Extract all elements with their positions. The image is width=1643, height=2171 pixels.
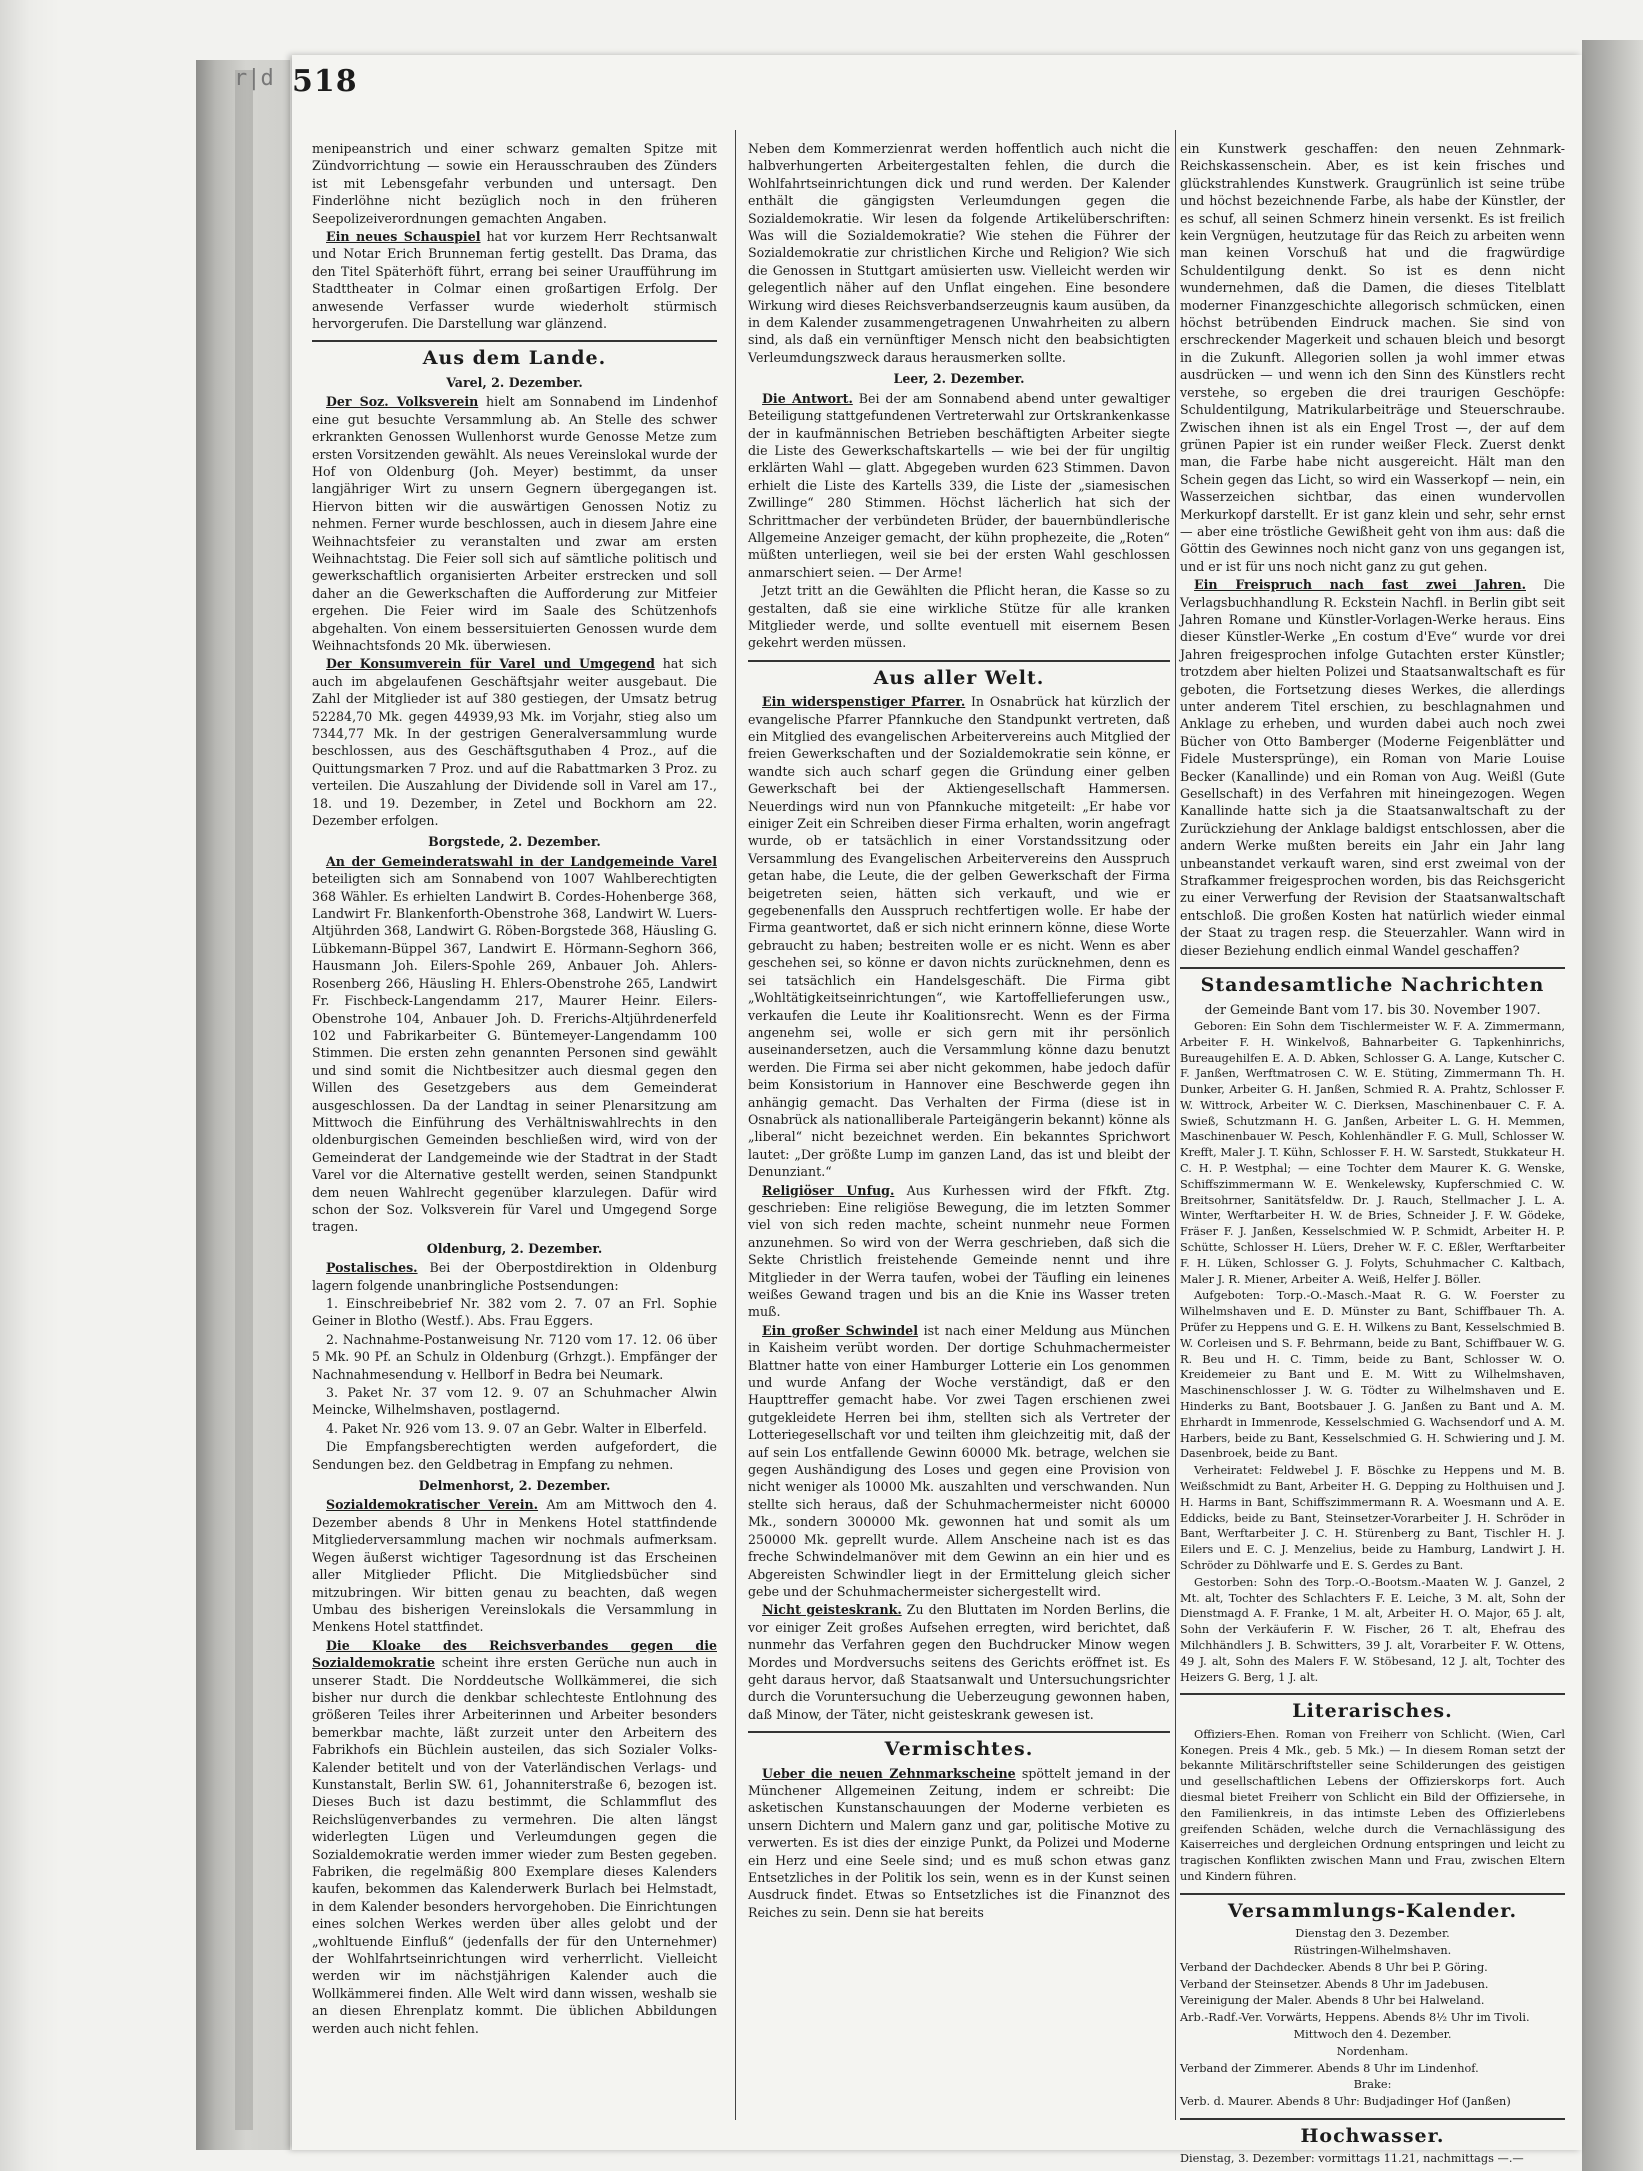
headline-unfug: Religiöser Unfug. bbox=[762, 1182, 895, 1198]
standes-verheiratet: Verheiratet: Feldwebel J. F. Böschke zu Heppens und M. B. Weißschmidt zu Bant, Arbeiter H. G. Depping zu Holthuisen und J. H. Harms in Bant, Schiffszimmermann R. A. Woesmann und A. E. Eddicks, beide zu Bant, Steinsetzer-Vorarbeiter J. H. Schröder in Bant, Werftarbeiter J. C. H. Stürenberg zu Bant, Tischler H. J. Eilers und E. C. J. Menzelius, beide zu Hamburg, Landwirt J. H. Schröder zu Döhlwarfe und E. S. Gerdes zu Bant. bbox=[1180, 1464, 1565, 1572]
vk-item: Arb.-Radf.-Ver. Vorwärts, Heppens. Abends 8½ Uhr im Tivoli. bbox=[1180, 2011, 1530, 2025]
section-versammlungs-kalender: Versammlungs-Kalender. bbox=[1227, 1899, 1518, 1922]
headline-sozdem-verein: Sozialdemokratischer Verein. bbox=[326, 1497, 539, 1513]
headline-postalisches: Postalisches. bbox=[326, 1260, 418, 1276]
vk-item: Verband der Dachdecker. Abends 8 Uhr bei P. Göring. bbox=[1180, 1960, 1488, 1974]
section-rule bbox=[748, 660, 1170, 662]
page-number: 518 bbox=[292, 64, 358, 99]
article-geisteskrank bbox=[748, 1601, 1170, 1723]
body-gemeinderatswahl: beteiligten sich am Sonnabend von 1007 Wahlberechtigten 368 Wähler. Es erhielten Landwirt B. Cordes-Hohenberge 368, Landwirt Fr. Blankenforth-Obenstrohe 368, Landwirt W. Luers-Altjührden 368, Landwirt G. Röben-Borgstede 368, Häusling G. Lübkemann-Büppel 367, Landwirt E. Hörmann-Seghorn 366, Hausmann Joh. Eilers-Spohle 269, Anbauer Joh. Ahlers-Rosenberg 266, Häusling H. Ehlers-Obenstrohe 265, Landwirt Fr. Fischbeck-Langendamm 217, Maurer Heinr. Eilers-Obenstrohe 104, Anbauer Joh. D. Frerichs-Altjührdenerfeld 102 und Fabrikarbeiter G. Büntemeyer-Langendamm 100 Stimmen. Die ersten zehn genannten Personen sind gewählt und sind somit die Nichtbesitzer auch diesmal gegen den Willen des Gesetzgebers aus dem Gemeinderat ausgeschlossen. Da der Landtag in seiner Plenarsitzung am Mittwoch die Einführung des Verhältniswahlrechts in den oldenburgischen Gemeinden beschließen wird, wird von der Gemeinderat der Landgemeinde wie der Stadtrat in der Stadt Varel vor die Alternative gestellt werden, seinen Standpunkt dem neuen Wahlrecht gegenüber klarzulegen. Dafür wird schon der Soz. Volksverein für Varel und Umgegend Sorge tragen. bbox=[312, 871, 717, 1235]
section-rule bbox=[1180, 2118, 1565, 2120]
body-postalisches: Bei der Oberpostdirektion in Oldenburg lagern folgende unanbringliche Postsendungen: bbox=[312, 1260, 717, 1293]
standes-aufgeboten: Aufgeboten: Torp.-O.-Masch.-Maat R. G. W. Foerster zu Wilhelmshaven und E. D. Münster zu Bant, Schiffbauer Th. A. Prüfer zu Heppens und G. E. H. Wilkens zu Bant, Kesselschmied B. W. Corleisen und S. F. Behrmann, beide zu Bant, Schiffbauer W. G. R. Beu und H. C. Timm, beide zu Bant, Schlosser W. O. Kreidemeier zu Bant und E. M. Witt zu Wilhelmshaven, Maschinenschlosser J. W. G. Tödter zu Wilhelmshaven und E. Hinderks zu Bant, Bootsbauer J. G. Janßen zu Bant und A. M. Ehrhardt in Immenrode, Kesselschmied G. Wachsendorf und A. M. Harbers, beide zu Bant, Kesselschmied G. H. Schwiering und J. M. Dasenbroek, beide zu Bant. bbox=[1180, 1289, 1565, 1461]
article-pfarrer bbox=[748, 693, 1170, 1180]
section-standesamtliche: Standesamtliche Nachrichten bbox=[1200, 974, 1545, 997]
intro-text-col3: ein Kunstwerk geschaffen: den neuen Zehnmark-Reichskassenschein. Aber, es ist kein frisches und glückstrahlendes Kunstwerk. Graugrünlich ist seine trübe und höchst bezeichnende Farbe, als habe der Künstler, der es schuf, all seinen Schmerz hinein versenkt. Es ist freilich kein Vergnügen, heutzutage für das Reich zu arbeiten wenn man keinen Vorschuß hat und die fragwürdige Schuldentilgung denkt. So ist es denn nicht wundernehmen, daß die Damen, die dieses Titelblatt moderner Finanzgeschichte allegorisch schmücken, einen höchst betrübenden Eindruck machen. Sie sind von erschreckender Magerkeit und schauen bleich und besorgt in die Zukunft. Allegorien sollen ja wohl immer etwas ausdrücken — und wenn ich den Sinn des Künstlers recht verstehe, so ergeben die drei traurigen Geschöpfe: Schuldentilgung, Matrikularbeiträge und Steuerschraube. Zwischen ihnen ist als ein Engel Trost —, der auf dem grünen Papier ist ein runder weißer Fleck. Zuerst denkt man, die Farbe habe nicht ausgereicht. Hält man den Schein gegen das Licht, so wird ein Wasserkopf — nein, ein Wasserzeichen sichtbar, das einen wundervollen Merkurkopf darstellt. Er ist ganz klein und sehr, sehr ernst — aber eine tröstliche Gewißheit geht von ihm aus: daß die Göttin des Gewinnes noch nicht ganz von uns gegangen ist, und er ist für uns noch nicht ganz zu gut gehen. bbox=[1180, 141, 1565, 574]
article-kloake bbox=[312, 1637, 717, 2037]
dateline-borgstede: Borgstede, 2. Dezember. bbox=[428, 834, 601, 850]
article-sozdem-verein bbox=[312, 1496, 717, 1635]
body-konsumverein: hat sich auch im abgelaufenen Geschäftsjahr weiter ausgebaut. Die Zahl der Mitglieder ist auf 380 gestiegen, der Umsatz betrug 52284,70 Mk. gegen 44939,93 Mk. im Vorjahr, stieg also um 7344,77 Mk. In der gestrigen Generalversammlung wurde beschlossen, aus des Geschäftsguthaben 4 Proz., auf die Quittungsmarken 7 Proz. und auf die Rabattmarken 3 Proz. zu verteilen. Die Auszahlung der Dividende soll in Varel am 17., 18. und 19. Dezember, in Zetel und Bockhorn am 22. Dezember erfolgen. bbox=[312, 656, 717, 829]
body-kloake: scheint ihre ersten Gerüche nun auch in unserer Stadt. Die Norddeutsche Wollkämmerei, die sich bisher nur durch die denkbar schlechteste Entlohnung des größeren Teiles ihrer Arbeiterinnen und Arbeiter besonders bemerkbar machte, läßt zurzeit unter den Arbeitern des Fabrikhofs ein Büchlein austeilen, das sich Sozialer Volks-Kalender betitelt und von der Vaterländischen Verlags- und Kunstanstalt, Berlin SW. 61, Johanniterstraße 6, bezogen ist. Dieses Buch ist dazu bestimmt, die Schlammflut des Reichslügenverbandes zu vermehren. Die alten längst widerlegten Lügen und Verleumdungen gegen die Sozialdemokratie werden immer wieder zum Besten gegeben. Fabriken, die regelmäßig 800 Exemplare dieses Kalenders kaufen, bekommen das Kalenderwerk Burlach bei Helmstadt, in dem Kalender besonders hervorgehoben. Die Einrichtungen eines solchen Werkes werden über alles gelobt und der „wohltuende Einfluß“ (jedenfalls der für den Unternehmer) der Wohlfahrtseinrichtungen wird verherrlicht. Vielleicht werden wir im nächstjährigen Kalender auch die Wollkämmerei finden. Alle Welt wird dann wissen, weshalb sie an diesen Ehrenplatz kommt. Die üblichen Abbildungen werden auch nicht fehlen. bbox=[312, 1655, 717, 2036]
spine-shadow bbox=[235, 70, 253, 2130]
section-aus-dem-lande: Aus dem Lande. bbox=[422, 347, 607, 370]
literarisches-body: Offiziers-Ehen. Roman von Freiherr von Schlicht. (Wien, Carl Konegen. Preis 4 Mk., geb. 5 Mk.) — In diesem Roman setzt der bekannte Militärschriftsteller seine Schilderungen des geistigen und gesellschaftlichen Lebens der Offizierskorps fort. Auch diesmal bietet Freiherr von Schlicht ein Bild der Offiziersehe, in den Familienkreis, in das intimste Leben des Offizierlebens greifenden Schäden, welche durch die Vernachlässigung des Kaiserreiches und dergleichen Ordnung entspringen und leicht zu tragischen Konflikten zwischen Mann und Frau, zwischen Eltern und Kindern führen. bbox=[1180, 1727, 1565, 1883]
vk-date: Mittwoch den 4. Dezember. bbox=[1293, 2027, 1452, 2041]
section-hochwasser: Hochwasser. bbox=[1300, 2124, 1445, 2147]
headline-schauspiel: Ein neues Schauspiel bbox=[326, 229, 481, 245]
headline-antwort: Die Antwort. bbox=[762, 390, 853, 406]
section-literarisches: Literarisches. bbox=[1292, 1700, 1453, 1723]
post-item: 4. Paket Nr. 926 vom 13. 9. 07 an Gebr. Walter in Elberfeld. bbox=[326, 1420, 707, 1436]
post-item: 2. Nachnahme-Postanweisung Nr. 7120 vom 17. 12. 06 über 5 Mk. 90 Pf. an Schulz in Oldenburg (Grhzgt.). Empfänger der Nachnahmesendung v. Hellborf in Bedra bei Neumark. bbox=[312, 1331, 717, 1382]
dateline-leer: Leer, 2. Dezember. bbox=[893, 371, 1025, 387]
page-edge-right bbox=[1582, 40, 1643, 2171]
section-aus-aller-welt: Aus aller Welt. bbox=[873, 666, 1045, 689]
body-sozdem-verein: Am am Mittwoch den 4. Dezember abends 8 Uhr in Menkens Hotel stattfindende Mitgliederversammlung machen wir nochmals aufmerksam. Wegen äußerst wichtiger Tagesordnung ist das Erscheinen aller Mitglieder Pflicht. Die Mitgliedsbücher sind mitzubringen. Wir bitten genau zu beachten, daß wegen Umbau des bisherigen Vereinslokals die Versammlung in Menkens Hotel stattfindet. bbox=[312, 1497, 717, 1635]
column-divider-1 bbox=[735, 130, 736, 2120]
body-zehnmarkscheine: spöttelt jemand in der Münchener Allgemeinen Zeitung, indem er schreibt: Die asketischen Kunstanschauungen der Moderne verbieten es unsern Dichtern und Malern ganz und gar, politische Motive zu verwerten. Es ist dies der einzige Punkt, da Polizei und Moderne ein Herz und eine Seele sind; und es muß schon etwas ganz Entsetzliches in der Politik los sein, wenn es in der Kunst seinen Ausdruck findet. Etwas so Entsetzliches ist die Finanznot des Reiches zu sein. Denn sie hat bereits bbox=[748, 1765, 1170, 1920]
intro-text: menipeanstrich und einer schwarz gemalten Spitze mit Zündvorrichtung — sowie ein Herausschrauben des Zünders ist mit Lebensgefahr verbunden und untersagt. Den Finderlöhne nicht bezüglich noch in den früheren Seepolizeiverordnungen gemachten Angaben. bbox=[312, 141, 717, 226]
headline-konsumverein: Der Konsumverein für Varel und Umgegend bbox=[326, 656, 655, 672]
post-item: 1. Einschreibebrief Nr. 382 vom 2. 7. 07 an Frl. Sophie Geiner in Blotho (Westf.). Abs. Frau Eggers. bbox=[312, 1296, 717, 1329]
vk-place: Brake: bbox=[1353, 2078, 1392, 2092]
headline-kloake: Die Kloake des Reichsverbandes gegen die Sozialdemokratie bbox=[312, 1637, 717, 1671]
headline-volksverein: Der Soz. Volksverein bbox=[326, 394, 479, 410]
body-antwort: Bei der am Sonnabend abend unter gewaltiger Beteiligung stattgefundenen Vertreterwahl zur Ortskrankenkasse der in kaufmännischen Betrieben beschäftigten Arbeiter siegte die Liste des Gewerkschaftskartells — wie bei der für ungiltig erklärten Wahl — glatt. Abgegeben wurden 623 Stimmen. Davon erhielt die Liste des Kartells 339, die Liste der „siamesischen Zwillinge“ 280 Stimmen. Höchst lächerlich hat sich der Schrittmacher der verbündeten Brüder, der bauernbündlerische Allgemeine Anzeiger gemacht, der kühn prophezeite, die „Roten“ müßten unterliegen, weil sie bei der ersten Wahl geschlossen anmarschiert seien. — Der Arme! bbox=[748, 390, 1170, 580]
article-antwort bbox=[748, 390, 1170, 581]
vk-place: Rüstringen-Wilhelmshaven. bbox=[1293, 1943, 1452, 1957]
post-end: Die Empfangsberechtigten werden aufgefordert, die Sendungen bez. den Geldbetrag in Empfang zu nehmen. bbox=[312, 1439, 717, 1472]
dateline-oldenburg: Oldenburg, 2. Dezember. bbox=[426, 1240, 603, 1256]
article-volksverein bbox=[312, 393, 717, 654]
standes-gestorben: Gestorben: Sohn des Torp.-O.-Bootsm.-Maaten W. J. Ganzel, 2 Mt. alt, Tochter des Schlachters F. E. Leiche, 3 M. alt, Sohn der Dienstmagd A. F. Franke, 1 M. alt, Arbeiter H. O. Major, 65 J. alt, Sohn der Verkäuferin F. W. Fischer, 26 T. alt, Ehefrau des Milchhändlers J. B. Schwitters, 39 J. alt, Vorarbeiter F. W. Ottens, 49 J. alt, Sohn des Malers F. W. Stöbesand, 12 J. alt, Tochter des Heizers G. Berg, 1 J. alt. bbox=[1180, 1575, 1565, 1684]
dateline-delmenhorst: Delmenhorst, 2. Dezember. bbox=[418, 1478, 611, 1494]
body-schwindel: ist nach einer Meldung aus München in Kaisheim verübt worden. Der dortige Schuhmachermeister Blattner hatte von einer Hamburger Lotterie ein Los genommen und wurde Anfang der Woche verständigt, daß er den Haupttreffer gemacht habe. Vor zwei Tagen erschienen zwei gutgekleidete Herren bei ihm, stellten sich als Vertreter der Lotteriegesellschaft vor und teilten ihm gleichzeitig mit, daß der auf sein Los entfallende Gewinn 60000 Mk. betrage, welchen sie gegen Aushändigung des Loses und gegen eine Provision von nicht weniger als 10000 Mk. auszahlten und verschwanden. Nun stellte sich heraus, daß der Schuhmachermeister nicht 60000 Mk., sondern 300000 Mk. gewonnen hat und somit als um 250000 Mk. geprellt wurde. Allem Anscheine nach ist es das freche Schwindelmanöver mit dem Gewinn an ein hier und es Abgereisten Schwindler liegt in der Ermittelung gleich sicher gebe und der Schuhmachermeister sichergestellt wird. bbox=[748, 1322, 1170, 1599]
article-zehnmarkscheine bbox=[748, 1765, 1170, 1922]
body-schauspiel: hat vor kurzem Herr Rechtsanwalt und Notar Erich Brunneman fertig gestellt. Das Drama, das den Titel Späterhöft führt, errang bei seiner Uraufführung im Stadttheater in Colmar einen großartigen Erfolg. Der anwesende Verfasser wurde wiederholt stürmisch hervorgerufen. Die Darstellung war glänzend. bbox=[312, 229, 717, 332]
article-freispruch bbox=[1180, 576, 1565, 959]
body-freispruch: Die Verlagsbuchhandlung R. Eckstein Nachfl. in Berlin gibt seit Jahren Romane und Künstler-Vorlagen-Werke heraus. Eins dieser Künstler-Werke „En costum d'Eve“ wurde vor drei Jahren freigesprochen infolge Gutachten erster Künstler; trotzdem aber hielten Polizei und Staatsanwaltschaft es für geboten, die Fortsetzung dieses Werkes, die allerdings unter anderem Titel erschien, zu beschlagnahmen und Anklage zu erheben, und wurden dabei auch noch zwei Bücher von Otto Bamberger (Moderne Feigenblätter und Fidele Mustersprünge), ein Roman von Marie Louise Becker (Kanallinde) und ein Roman von Aug. Weißl (Gute Gesellschaft) in des Verfahren mit hineingezogen. Wegen Kanallinde hatte sich ja die Staatsanwaltschaft zu der Zurückziehung der Anklage baldigst entschlossen, aber die andern Werke mußten bereits ein Jahr ein Jahr lang unbeanstandet verkauft waren, sind erst zweimal von der Strafkammer freigesprochen worden, bis das Reichsgericht zu einer Verwerfung der Revision der Staatsanwaltschaft entschloß. Die großen Kosten hat natürlich wieder einmal der Staat zu tragen resp. die Steuerzahler. Wann wird in dieser Beziehung endlich einmal Wandel geschaffen? bbox=[1180, 577, 1565, 958]
body-pfarrer: In Osnabrück hat kürzlich der evangelische Pfarrer Pfannkuche den Standpunkt vertreten, daß ein Mitglied des evangelischen Arbeitervereins auch Mitglied der freien Gewerkschaften und der Sozialdemokratie sein könne, er wandte sich auch scharf gegen die Gründung einer gelben Gewerkschaft bei der Aktiengesellschaft Hammersen. Neuerdings wird nun von Pfannkuche mitgeteilt: „Er habe vor einiger Zeit ein Schreiben dieser Firma erhalten, worin angefragt wurde, ob er tatsächlich in einer Vorstandssitzung oder Versammlung des Evangelischen Arbeitervereins den Ausspruch getan habe, die Leute, die der gelben Gewerkschaft der Firma beigetreten seien, hätten sich verkauft, und wie er gegebenenfalls den Ausspruch rechtfertigen wolle. Er habe der Firma geantwortet, daß er sich nicht erinnern könne, diese Worte gebraucht zu haben; bestreiten wolle er es nicht. Wenn es aber geschehen sei, so könne er davon nichts zurücknehmen, denn es sei tatsächlich ein Handelsgeschäft. Die Firma gibt „Wohltätigkeitseinrichtungen“, wie Kartoffellieferungen usw., verkaufen die Leute ihr Koalitionsrecht. Wenn es der Firma angenehm sei, wolle er sich gern mit ihr persönlich auseinandersetzen, auch die Versammlung könne dazu benutzt werden. Die Firma sei aber nicht gekommen, habe jedoch dafür beim Konsistorium in Hannover eine Beschwerde gegen ihn anhängig gemacht. Das Verhalten der Firma (diese ist in Osnabrück als nationalliberale Parteigängerin bekannt) könne als „liberal“ nicht bezeichnet werden. Ein bekanntes Sprichwort lautet: „Der größte Lump im ganzen Land, das ist und bleibt der Denunziant.“ bbox=[748, 694, 1170, 1180]
article-konsumverein bbox=[312, 655, 717, 829]
vk-place: Nordenham. bbox=[1336, 2044, 1409, 2058]
vk-date: Dienstag den 3. Dezember. bbox=[1295, 1927, 1450, 1941]
headline-freispruch: Ein Freispruch nach fast zwei Jahren. bbox=[1194, 577, 1526, 593]
column-3 bbox=[1180, 140, 1565, 2168]
column-1 bbox=[312, 140, 717, 2038]
antwort-end: Jetzt tritt an die Gewählten die Pflicht heran, die Kasse so zu gestalten, daß sie eine wirkliche Stütze für alle kranken Mitglieder werde, und sollte eventuell mit eisernem Besen gekehrt werden müssen. bbox=[748, 583, 1170, 651]
pencil-mark: r|d bbox=[234, 66, 274, 91]
section-rule bbox=[1180, 1693, 1565, 1695]
headline-zehnmarkscheine: Ueber die neuen Zehnmarkscheine bbox=[762, 1765, 1016, 1781]
headline-geisteskrank: Nicht geisteskrank. bbox=[762, 1602, 902, 1618]
article-gemeinderatswahl bbox=[312, 853, 717, 1236]
section-rule bbox=[1180, 1893, 1565, 1895]
dateline-varel: Varel, 2. Dezember. bbox=[446, 374, 583, 390]
standes-subtitle: der Gemeinde Bant vom 17. bis 30. November 1907. bbox=[1204, 1001, 1541, 1017]
vk-item: Vereinigung der Maler. Abends 8 Uhr bei Halweland. bbox=[1180, 1994, 1485, 2008]
article-schauspiel bbox=[312, 228, 717, 332]
vk-item: Verband der Zimmerer. Abends 8 Uhr im Lindenhof. bbox=[1180, 2061, 1479, 2075]
section-rule bbox=[1180, 967, 1565, 969]
post-item: 3. Paket Nr. 37 vom 12. 9. 07 an Schuhmacher Alwin Meincke, Wilhelmshaven, postlagernd. bbox=[312, 1385, 717, 1418]
vk-item: Verband der Steinsetzer. Abends 8 Uhr im Jadebusen. bbox=[1180, 1977, 1489, 1991]
intro-text-col2: Neben dem Kommerzienrat werden hoffentlich auch nicht die halbverhungerten Arbeitergestalten fehlen, die durch die Wohlfahrtseinrichtungen dick und rund werden. Der Kalender enthält die gängigsten Verleumdungen gegen die Sozialdemokratie. Wir lesen da folgende Artikelüberschriften: Was will die Sozialdemokratie? Wie stehen die Führer der Sozialdemokratie zur christlichen Kirche und Religion? Wie sich die Genossen in Stuttgart amüsierten usw. Vielleicht werden wir gelegentlich näher auf den Unflat eingehen. Eine besondere Wirkung wird dieses Reichsverbandserzeugnis kaum ausüben, da in dem Kalender zusammengetragenen Unwahrheiten zu albern sind, als daß ein vernünftiger Mensch nicht den beabsichtigten Verleumdungszweck daraus herausmerken sollte. bbox=[748, 141, 1170, 365]
section-rule bbox=[312, 340, 717, 342]
standes-geboren: Geboren: Ein Sohn dem Tischlermeister W. F. A. Zimmermann, Arbeiter F. H. Winkelvoß, Bahnarbeiter G. Tapkenhinrichs, Bureaugehilfen E. A. D. Abken, Schlosser G. A. Lange, Kutscher C. F. Janßen, Werftmatrosen C. W. E. Stüting, Zimmermann Th. H. Dunker, Arbeiter G. H. Janßen, Schmied R. A. Prahtz, Schlosser F. W. Wittrock, Arbeiter W. C. Dierksen, Maschinenbauer C. F. A. Swieß, Schutzmann H. G. Janßen, Arbeiter L. G. H. Memmen, Maschinenbauer W. Pesch, Kohlenhändler F. G. Mull, Schlosser W. Krefft, Maler J. T. Kühn, Schlosser F. H. W. Sarstedt, Stukkateur H. C. H. P. Westphal; — eine Tochter dem Maurer K. G. Wenske, Schiffszimmermann W. E. Wenkelewsky, Kupferschmied C. W. Breitsohrner, Sanitätsfeldw. Dr. J. Rauch, Stellmacher J. L. A. Winter, Werftarbeiter H. W. de Bries, Schneider J. F. W. Gödeke, Fräser F. J. Janßen, Kesselschmied W. P. Schmidt, Arbeiter H. P. Schütte, Schlosser H. Lüers, Dreher W. F. C. Eßler, Werftarbeiter F. H. Lüken, Schlosser G. J. Folyts, Schuhmacher C. Kaltbach, Maler J. R. Miener, Arbeiter A. Weiß, Helfer J. Böller. bbox=[1180, 1019, 1565, 1286]
body-unfug: Aus Kurhessen wird der Ffkft. Ztg. geschrieben: Eine religiöse Bewegung, die im letzten Sommer viel von sich reden machte, scheint nunmehr neue Formen anzunehmen. So wird von der Werra geschrieben, daß sich die Sekte Christlich freistehende Gemeinde nennt und ihre Mitglieder in der Werra taufen, wobei der Täufling ein leinenes weißes Gewand tragen und bis an die Knie ins Wasser treten muß. bbox=[748, 1182, 1170, 1320]
article-unfug bbox=[748, 1182, 1170, 1321]
column-2 bbox=[748, 140, 1170, 1922]
article-postalisches bbox=[312, 1259, 717, 1294]
column-divider-2 bbox=[1175, 130, 1176, 2120]
section-rule bbox=[748, 1731, 1170, 1733]
hochwasser-times: Dienstag, 3. Dezember: vormittags 11.21, nachmittags —.— bbox=[1180, 2152, 1524, 2166]
section-vermischtes: Vermischtes. bbox=[884, 1738, 1034, 1761]
body-geisteskrank: Zu den Bluttaten im Norden Berlins, die vor einiger Zeit großes Aufsehen erregten, wird berichtet, daß nunmehr das Verfahren gegen den Buchdrucker Minow wegen Mordes und Mordversuchs seitens des Gerichts eröffnet ist. Es geht daraus hervor, daß Staatsanwalt und Untersuchungsrichter durch die Voruntersuchung die Ueberzeugung gewonnen haben, daß Minow, der Täter, nicht geisteskrank gewesen ist. bbox=[748, 1602, 1170, 1722]
headline-pfarrer: Ein widerspenstiger Pfarrer. bbox=[762, 694, 966, 710]
body-volksverein: hielt am Sonnabend im Lindenhof eine gut besuchte Versammlung ab. An Stelle des schwer erkrankten Genossen Wullenhorst wurde Genosse Metze zum ersten Vorsitzenden gewählt. Als neues Vereinslokal wurde der Hof von Oldenburg (Joh. Meyer) bestimmt, da unser langjähriger Wirt zu unsern Gegnern übergegangen ist. Hiervon bitten wir die auswärtigen Genossen Notiz zu nehmen. Ferner wurde beschlossen, auch in diesem Jahre eine Weihnachtsfeier zu veranstalten und zwar am ersten Weihnachtstag. Die Feier soll sich auf sämtliche politisch und gewerkschaftlich organisierten Arbeiter erstrecken und soll daher an die Gewerkschaften die Aufforderung zur Mitfeier ergehen. Die Feier wird im Saale des Schützenhofs abgehalten. Von einem bessersituierten Genossen wurde dem Weihnachtsfonds 20 Mk. überwiesen. bbox=[312, 394, 717, 653]
vk-item: Verb. d. Maurer. Abends 8 Uhr: Budjadinger Hof (Janßen) bbox=[1180, 2095, 1511, 2109]
headline-gemeinderatswahl: An der Gemeinderatswahl in der Landgemeinde Varel bbox=[326, 853, 717, 869]
headline-schwindel: Ein großer Schwindel bbox=[762, 1322, 918, 1338]
article-schwindel bbox=[748, 1322, 1170, 1601]
